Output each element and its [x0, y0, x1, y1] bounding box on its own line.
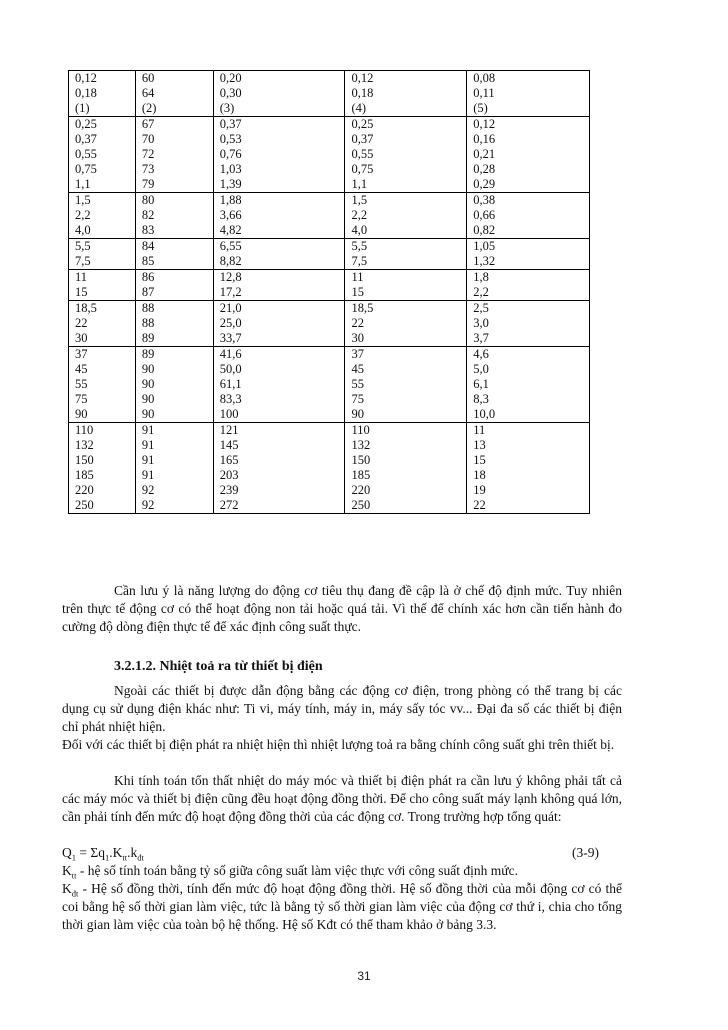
- table-cell: 80: [135, 193, 213, 209]
- table-cell: 3,7: [467, 331, 590, 347]
- table-cell: 11: [467, 423, 590, 439]
- table-cell: 272: [213, 498, 345, 514]
- table-cell: 1,32: [467, 254, 590, 270]
- table-row: [69, 208, 590, 223]
- table-cell: 6,55: [213, 239, 345, 255]
- table-cell: 41,6: [213, 347, 345, 363]
- table-cell: 0,25: [69, 117, 136, 133]
- table-cell: 165: [213, 453, 345, 468]
- table-cell: 0,55: [69, 147, 136, 162]
- table-cell: (2): [135, 101, 213, 117]
- table-cell: 2,2: [69, 208, 136, 223]
- table-cell: 25,0: [213, 316, 345, 331]
- table-cell: 90: [135, 407, 213, 423]
- table-cell: 90: [345, 407, 467, 423]
- formula-ktt-subscript: tt: [122, 852, 128, 863]
- table-cell: 4,6: [467, 347, 590, 363]
- table-cell: 90: [135, 377, 213, 392]
- table-cell: 132: [69, 438, 136, 453]
- table-cell: 89: [135, 347, 213, 363]
- table-cell: 45: [345, 362, 467, 377]
- table-cell: 8,3: [467, 392, 590, 407]
- table-cell: 0,25: [345, 117, 467, 133]
- table-cell: 0,28: [467, 162, 590, 177]
- definition-ktt: [62, 862, 622, 880]
- table-cell: 2,5: [467, 301, 590, 317]
- equation-number: (3-9): [572, 845, 599, 860]
- table-cell: 0,18: [345, 86, 467, 101]
- table-row: [69, 407, 590, 423]
- formula-kdt: .k: [127, 845, 138, 860]
- table-cell: 1,8: [467, 270, 590, 286]
- table-cell: 15: [345, 285, 467, 301]
- table-cell: 0,18: [69, 86, 136, 101]
- table-row: [69, 483, 590, 498]
- table-row: [69, 101, 590, 117]
- table-cell: 79: [135, 177, 213, 193]
- ktt-symbol-subscript: tt: [71, 870, 77, 881]
- paragraph-rated-mode-note: Cần lưu ý là năng lượng do động cơ tiêu thụ đang đề cập là ở chế độ định mức. Tuy nhiên trên thực tế động cơ có thể hoạt động non tải hoặc quá tải. Vì thế để chính xác hơn cần tiến hành đo cường độ dòng điện thực tế để xác định công suất thực.: [62, 583, 622, 634]
- table-cell: (1): [69, 101, 136, 117]
- table-cell: 100: [213, 407, 345, 423]
- table-cell: 1,1: [69, 177, 136, 193]
- table-cell: 12,8: [213, 270, 345, 286]
- table-cell: 91: [135, 423, 213, 439]
- table-row: [69, 223, 590, 239]
- formula-q-subscript: 1: [104, 852, 110, 863]
- table-row: [69, 498, 590, 514]
- table-row: [69, 254, 590, 270]
- table-cell: 0,12: [345, 71, 467, 87]
- kdt-description: - Hệ số đồng thời, tính đến mức độ hoạt động đồng thời. Hệ số đồng thời của mỗi động cơ có thể coi bằng hệ số thời gian làm việc, tức là bằng tỷ số thời gian làm việc của động cơ thứ i, chia cho tổng thời gian làm việc của toàn bộ hệ thống. Hệ số Kđt có thể tham khảo ở bảng 3.3.: [62, 881, 622, 932]
- table-row: [69, 377, 590, 392]
- table-cell: 121: [213, 423, 345, 439]
- table-cell: 0,12: [69, 71, 136, 87]
- table-row: [69, 301, 590, 317]
- table-row: [69, 362, 590, 377]
- table-cell: 0,12: [467, 117, 590, 133]
- table-row: [69, 86, 590, 101]
- table-cell: 61,1: [213, 377, 345, 392]
- table-cell: 33,7: [213, 331, 345, 347]
- table-cell: 2,2: [345, 208, 467, 223]
- table-cell: 4,0: [345, 223, 467, 239]
- table-row: [69, 423, 590, 439]
- table-cell: 11: [69, 270, 136, 286]
- table-cell: 83,3: [213, 392, 345, 407]
- table-row: [69, 71, 590, 87]
- paragraph-other-devices: Ngoài các thiết bị được dẫn động bằng các động cơ điện, trong phòng có thể trang bị các dụng cụ sử dụng điện khác như: Ti vi, máy tính, máy in, máy sấy tóc vv... Đại đa số các thiết bị điện chỉ phát nhiệt hiện.: [62, 683, 622, 734]
- table-body: [69, 71, 590, 514]
- table-cell: 92: [135, 483, 213, 498]
- table-cell: 37: [69, 347, 136, 363]
- table-cell: 1,03: [213, 162, 345, 177]
- kdt-symbol-subscript: đt: [71, 888, 79, 899]
- table-cell: 0,11: [467, 86, 590, 101]
- table-cell: 0,20: [213, 71, 345, 87]
- formula-ktt: .K: [109, 845, 123, 860]
- table-cell: 250: [345, 498, 467, 514]
- table-cell: 55: [345, 377, 467, 392]
- table-cell: 1,1: [345, 177, 467, 193]
- table-cell: 0,53: [213, 132, 345, 147]
- table-cell: 30: [69, 331, 136, 347]
- table-row: [69, 193, 590, 209]
- formula-lhs: Q: [62, 845, 72, 860]
- table-row: [69, 117, 590, 133]
- table-cell: 90: [69, 407, 136, 423]
- table-cell: (3): [213, 101, 345, 117]
- table-row: [69, 438, 590, 453]
- table-cell: 7,5: [345, 254, 467, 270]
- table-cell: 0,21: [467, 147, 590, 162]
- table-cell: 1,88: [213, 193, 345, 209]
- table-cell: 64: [135, 86, 213, 101]
- table-cell: 83: [135, 223, 213, 239]
- table-cell: 7,5: [69, 254, 136, 270]
- table-cell: 90: [135, 392, 213, 407]
- table-cell: 220: [69, 483, 136, 498]
- table-cell: 0,30: [213, 86, 345, 101]
- table-cell: (5): [467, 101, 590, 117]
- motor-power-table: [68, 70, 590, 514]
- table-cell: 15: [467, 453, 590, 468]
- table-cell: 30: [345, 331, 467, 347]
- table-cell: 21,0: [213, 301, 345, 317]
- formula-lhs-subscript: 1: [71, 852, 76, 863]
- table-row: [69, 285, 590, 301]
- table-cell: 70: [135, 132, 213, 147]
- table-cell: 150: [345, 453, 467, 468]
- table-row: [69, 162, 590, 177]
- table-row: [69, 468, 590, 483]
- table-cell: 10,0: [467, 407, 590, 423]
- table-cell: 91: [135, 438, 213, 453]
- table-cell: (4): [345, 101, 467, 117]
- table-cell: 75: [345, 392, 467, 407]
- table-cell: 19: [467, 483, 590, 498]
- kdt-symbol: K: [62, 881, 72, 896]
- table-cell: 0,75: [345, 162, 467, 177]
- table-cell: 84: [135, 239, 213, 255]
- table-cell: 0,37: [345, 132, 467, 147]
- table-row: [69, 392, 590, 407]
- table-cell: 0,37: [69, 132, 136, 147]
- table-cell: 110: [345, 423, 467, 439]
- table-cell: 5,0: [467, 362, 590, 377]
- table-cell: 18,5: [345, 301, 467, 317]
- table-cell: 37: [345, 347, 467, 363]
- table-cell: 1,5: [69, 193, 136, 209]
- table-cell: 0,08: [467, 71, 590, 87]
- table-cell: 1,5: [345, 193, 467, 209]
- table-cell: 91: [135, 453, 213, 468]
- table-cell: 18,5: [69, 301, 136, 317]
- table-cell: 0,76: [213, 147, 345, 162]
- section-heading: 3.2.1.2. Nhiệt toả ra từ thiết bị điện: [114, 659, 323, 674]
- table-cell: 3,0: [467, 316, 590, 331]
- table-cell: 22: [467, 498, 590, 514]
- table-cell: 110: [69, 423, 136, 439]
- table-cell: 60: [135, 71, 213, 87]
- table-cell: 92: [135, 498, 213, 514]
- table-cell: 0,75: [69, 162, 136, 177]
- table-cell: 75: [69, 392, 136, 407]
- table-cell: 50,0: [213, 362, 345, 377]
- table-cell: 18: [467, 468, 590, 483]
- table-cell: 8,82: [213, 254, 345, 270]
- table-cell: 5,5: [345, 239, 467, 255]
- table-cell: 88: [135, 301, 213, 317]
- table-cell: 55: [69, 377, 136, 392]
- table-cell: 1,05: [467, 239, 590, 255]
- table-cell: 11: [345, 270, 467, 286]
- table-row: [69, 347, 590, 363]
- formula-kdt-subscript: đt: [137, 852, 144, 863]
- table-cell: 15: [69, 285, 136, 301]
- table-cell: 45: [69, 362, 136, 377]
- table-cell: 0,29: [467, 177, 590, 193]
- table-cell: 73: [135, 162, 213, 177]
- page-number: 31: [357, 969, 371, 983]
- table-cell: 0,38: [467, 193, 590, 209]
- table-cell: 250: [69, 498, 136, 514]
- definition-kdt: [62, 880, 622, 934]
- table-cell: 87: [135, 285, 213, 301]
- table-cell: 185: [69, 468, 136, 483]
- table-cell: 88: [135, 316, 213, 331]
- table-cell: 0,66: [467, 208, 590, 223]
- table-cell: 6,1: [467, 377, 590, 392]
- table-cell: 3,66: [213, 208, 345, 223]
- formula-sum: = Σq: [76, 845, 105, 860]
- table-cell: 4,0: [69, 223, 136, 239]
- table-cell: 220: [345, 483, 467, 498]
- table-row: [69, 177, 590, 193]
- table-cell: 5,5: [69, 239, 136, 255]
- table-row: [69, 239, 590, 255]
- table-row: [69, 453, 590, 468]
- table-cell: 185: [345, 468, 467, 483]
- table-cell: 89: [135, 331, 213, 347]
- table-cell: 145: [213, 438, 345, 453]
- table-cell: 72: [135, 147, 213, 162]
- table-cell: 13: [467, 438, 590, 453]
- table-row: [69, 331, 590, 347]
- table-row: [69, 132, 590, 147]
- table-cell: 22: [69, 316, 136, 331]
- table-row: [69, 316, 590, 331]
- table-cell: 0,16: [467, 132, 590, 147]
- paragraph-simultaneity: Khi tính toán tổn thất nhiệt do máy móc và thiết bị điện phát ra cần lưu ý không phải tất cả các máy móc và thiết bị điện cũng đều hoạt động đồng thời. Để cho công suất máy lạnh không quá lớn, cần phải tính đến mức độ hoạt động đồng thời của các động cơ. Trong trường hợp tổng quát:: [62, 773, 622, 824]
- table-cell: 86: [135, 270, 213, 286]
- table-cell: 67: [135, 117, 213, 133]
- paragraph-sensible-heat: Đối với các thiết bị điện phát ra nhiệt hiện thì nhiệt lượng toả ra bằng chính công suất ghi trên thiết bị.: [62, 737, 615, 752]
- table-cell: 0,55: [345, 147, 467, 162]
- table-row: [69, 270, 590, 286]
- table-cell: 17,2: [213, 285, 345, 301]
- formula-line: [62, 844, 622, 862]
- table-cell: 132: [345, 438, 467, 453]
- table-cell: 85: [135, 254, 213, 270]
- table-cell: 0,37: [213, 117, 345, 133]
- table-cell: 203: [213, 468, 345, 483]
- table-cell: 2,2: [467, 285, 590, 301]
- table-cell: 0,82: [467, 223, 590, 239]
- table-cell: 91: [135, 468, 213, 483]
- table-row: [69, 147, 590, 162]
- table-cell: 150: [69, 453, 136, 468]
- ktt-description: - hệ số tính toán bằng tỷ số giữa công suất làm việc thực với công suất định mức.: [76, 863, 518, 878]
- table-cell: 1,39: [213, 177, 345, 193]
- table-cell: 90: [135, 362, 213, 377]
- ktt-symbol: K: [62, 863, 72, 878]
- table-cell: 4,82: [213, 223, 345, 239]
- table-cell: 239: [213, 483, 345, 498]
- table-cell: 82: [135, 208, 213, 223]
- table-cell: 22: [345, 316, 467, 331]
